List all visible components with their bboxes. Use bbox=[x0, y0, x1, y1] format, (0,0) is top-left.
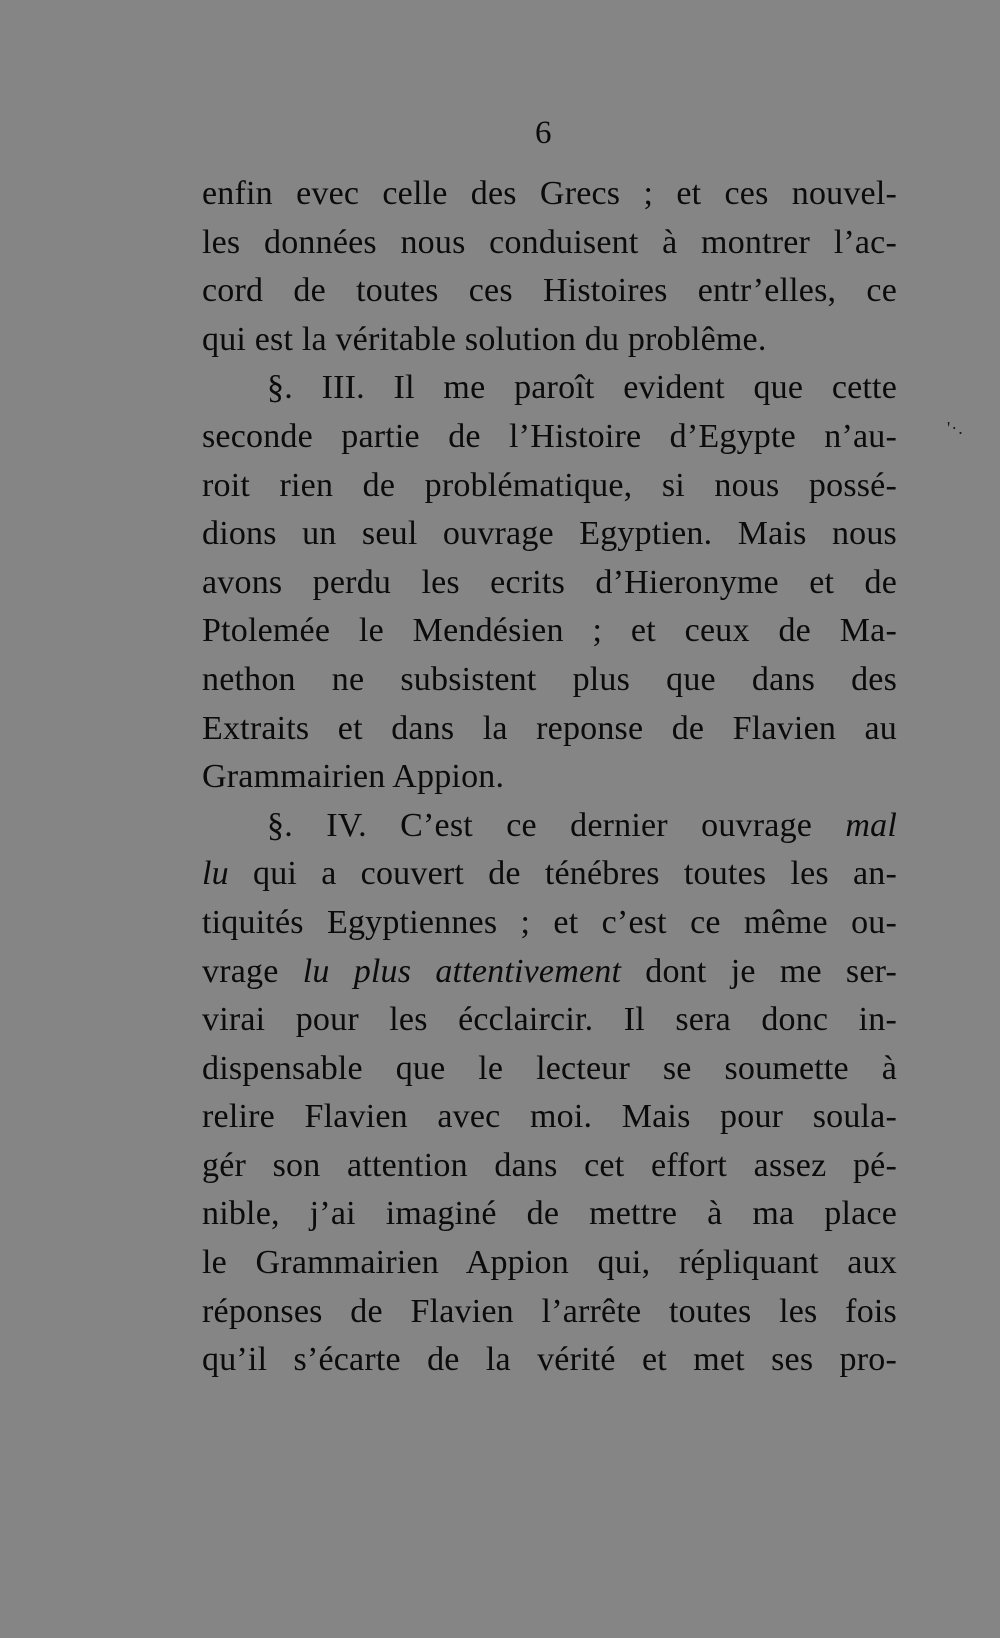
text-line bbox=[202, 170, 897, 219]
text-line bbox=[202, 1190, 897, 1239]
text-line bbox=[202, 656, 897, 705]
text-segment: tiquités Egyptiennes ; et c’est ce même ou- bbox=[202, 903, 897, 941]
text-line bbox=[202, 948, 897, 997]
italic-text: lu plus attentivement bbox=[302, 952, 622, 990]
text-segment: relire Flavien avec moi. Mais pour soula- bbox=[202, 1098, 897, 1136]
text-line bbox=[202, 996, 897, 1045]
italic-text: mal bbox=[845, 806, 897, 844]
text-line bbox=[202, 899, 897, 948]
text-segment: dions un seul ouvrage Egyptien. Mais nous bbox=[202, 515, 897, 553]
text-line bbox=[202, 1239, 897, 1288]
text-segment: qui a couvert de ténébres toutes les an- bbox=[228, 855, 897, 893]
text-segment: roit rien de problématique, si nous possé- bbox=[202, 466, 897, 504]
text-segment: avons perdu les ecrits d’Hieronyme et de bbox=[202, 563, 897, 601]
text-segment: qui est la véritable solution du problême. bbox=[202, 320, 767, 358]
text-line bbox=[202, 1093, 897, 1142]
text-segment: §. III. Il me paroît evident que cette bbox=[267, 369, 897, 407]
text-segment: dispensable que le lecteur se soumette à bbox=[202, 1049, 897, 1087]
text-segment: Extraits et dans la reponse de Flavien au bbox=[202, 709, 897, 747]
page-number: 6 bbox=[535, 115, 552, 151]
text-segment: §. IV. C’est ce dernier ouvrage bbox=[267, 806, 846, 844]
body-text bbox=[202, 170, 897, 1385]
text-segment: réponses de Flavien l’arrête toutes les fois bbox=[202, 1292, 897, 1330]
text-segment: nible, j’ai imaginé de mettre à ma place bbox=[202, 1195, 897, 1233]
text-segment: virai pour les écclaircir. Il sera donc in- bbox=[202, 1001, 897, 1039]
text-line bbox=[202, 607, 897, 656]
text-line bbox=[202, 219, 897, 268]
text-segment: cord de toutes ces Histoires entr’elles, ce bbox=[202, 272, 897, 310]
italic-text: lu bbox=[202, 855, 229, 893]
text-line bbox=[202, 1045, 897, 1094]
text-line bbox=[202, 413, 897, 462]
text-segment: qu’il s’écarte de la vérité et met ses pro- bbox=[202, 1341, 897, 1379]
text-segment: vrage bbox=[202, 952, 303, 990]
text-line bbox=[202, 316, 897, 365]
text-line bbox=[202, 1288, 897, 1337]
text-segment: nethon ne subsistent plus que dans des bbox=[202, 660, 897, 698]
text-line bbox=[202, 267, 897, 316]
text-line bbox=[202, 462, 897, 511]
text-segment: Grammairien Appion. bbox=[202, 758, 505, 796]
text-segment: enfin evec celle des Grecs ; et ces nouvel- bbox=[202, 175, 897, 212]
text-line bbox=[202, 364, 897, 413]
text-line bbox=[202, 753, 897, 802]
text-segment: gér son attention dans cet effort assez pé- bbox=[202, 1146, 897, 1184]
text-line bbox=[202, 510, 897, 559]
text-segment: les données nous conduisent à montrer l’ac- bbox=[202, 223, 897, 261]
text-line bbox=[202, 705, 897, 754]
margin-mark: '·. bbox=[947, 418, 964, 438]
text-line bbox=[202, 1142, 897, 1191]
text-line bbox=[202, 1336, 897, 1385]
text-line bbox=[202, 559, 897, 608]
text-line bbox=[202, 850, 897, 899]
text-line bbox=[202, 802, 897, 851]
text-segment: le Grammairien Appion qui, répliquant aux bbox=[202, 1244, 897, 1282]
text-segment: Ptolemée le Mendésien ; et ceux de Ma- bbox=[202, 612, 897, 650]
text-segment: dont je me ser- bbox=[621, 952, 897, 990]
text-segment: seconde partie de l’Histoire d’Egypte n’au- bbox=[202, 417, 897, 455]
